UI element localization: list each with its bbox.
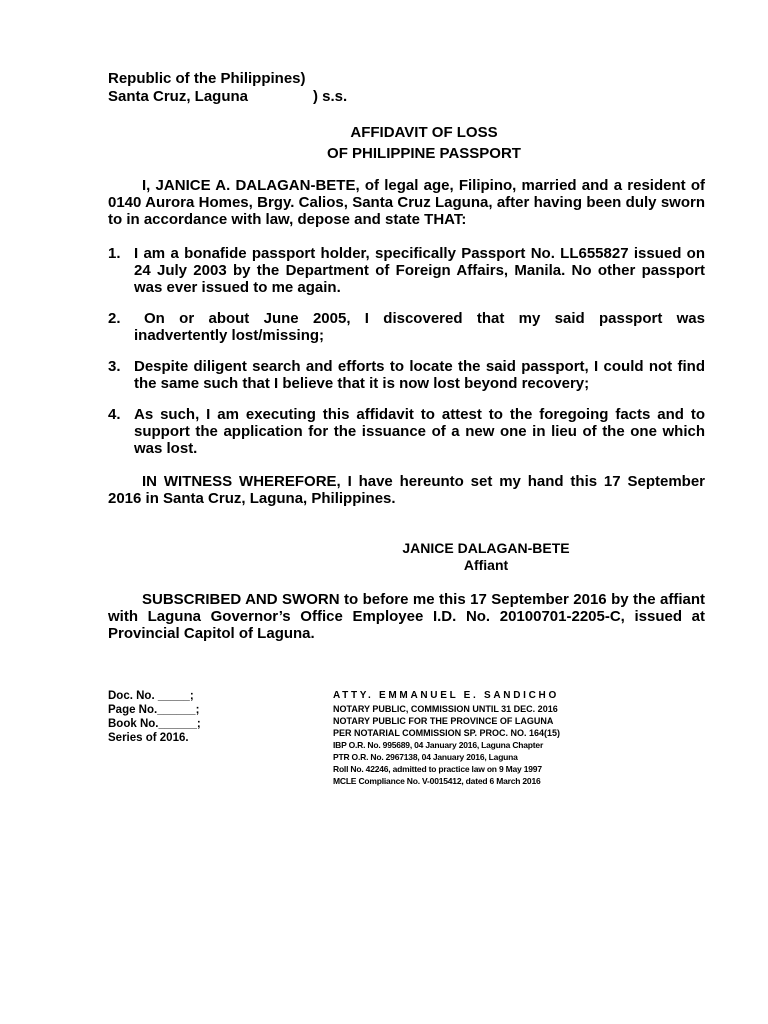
title-line-2: OF PHILIPPINE PASSPORT	[327, 145, 521, 162]
list-item-3	[108, 358, 705, 392]
venue-block	[108, 70, 347, 106]
list-item-text: On or about June 2005, I discovered that my said passport was	[144, 310, 705, 327]
list-item-4	[108, 406, 705, 457]
notarial-register-block	[108, 689, 201, 745]
notary-ibp: IBP O.R. No. 995689, 04 January 2016, Laguna Chapter	[333, 740, 544, 750]
notary-sp-proc: PER NOTARIAL COMMISSION SP. PROC. NO. 164(15)	[333, 728, 561, 738]
book-number: Book No.______;	[108, 718, 201, 730]
series-year: Series of 2016.	[108, 732, 189, 744]
affiant-name: JANICE DALAGAN-BETE	[402, 540, 570, 556]
list-item-number: 2.	[108, 310, 121, 327]
list-item-text: As such, I am executing this affidavit to attest to the foregoing facts and to support the application for the issuance of a new one in lieu of the one which was lost.	[134, 406, 705, 457]
list-item-1	[108, 245, 705, 296]
list-item-number: 3.	[108, 358, 121, 375]
notary-ptr: PTR O.R. No. 2967138, 04 January 2016, Laguna	[333, 752, 518, 762]
notary-name: ATTY. EMMANUEL E. SANDICHO	[333, 690, 559, 701]
affiant-signature-block	[316, 540, 656, 574]
list-item-text: Despite diligent search and efforts to locate the said passport, I could not find the same such that I believe that it is now lost beyond recovery;	[134, 358, 705, 392]
notary-mcle: MCLE Compliance No. V-0015412, dated 6 March 2016	[333, 776, 541, 786]
page-number: Page No.______;	[108, 704, 200, 716]
document-title	[0, 122, 768, 164]
notary-province: NOTARY PUBLIC FOR THE PROVINCE OF LAGUNA	[333, 716, 554, 726]
intro-paragraph: I, JANICE A. DALAGAN-BETE, of legal age, Filipino, married and a resident of 0140 Aurora Homes, Brgy. Calios, Santa Cruz Laguna, after having been duly sworn to in accordance with law, depose and state THAT:	[108, 177, 705, 228]
witness-paragraph: IN WITNESS WHEREFORE, I have hereunto set my hand this 17 September 2016 in Santa Cruz, Laguna, Philippines.	[108, 473, 705, 507]
title-line-1: AFFIDAVIT OF LOSS	[350, 124, 498, 141]
notary-details-block	[333, 689, 560, 787]
notary-roll: Roll No. 42246, admitted to practice law on 9 May 1997	[333, 764, 542, 774]
list-item-number: 1.	[108, 245, 121, 262]
list-item-2	[108, 310, 705, 327]
list-item-number: 4.	[108, 406, 121, 423]
list-item-2-continuation: inadvertently lost/missing;	[134, 327, 325, 344]
list-item-text: I am a bonafide passport holder, specifically Passport No. LL655827 issued on 24 July 2003 by the Department of Foreign Affairs, Manila. No other passport was ever issued to me again.	[134, 245, 705, 296]
doc-number: Doc. No. _____;	[108, 690, 194, 702]
venue-republic: Republic of the Philippines)	[108, 70, 306, 87]
venue-line-2	[108, 88, 347, 106]
venue-ss: ) s.s.	[313, 88, 348, 105]
venue-place: Santa Cruz, Laguna	[108, 88, 249, 105]
notary-commission: NOTARY PUBLIC, COMMISSION UNTIL 31 DEC. 2016	[333, 704, 558, 714]
jurat-paragraph: SUBSCRIBED AND SWORN to before me this 17 September 2016 by the affiant with Laguna Governor’s Office Employee I.D. No. 20100701-2205-C, issued at Provincial Capitol of Laguna.	[108, 591, 705, 642]
affiant-role: Affiant	[463, 557, 509, 573]
